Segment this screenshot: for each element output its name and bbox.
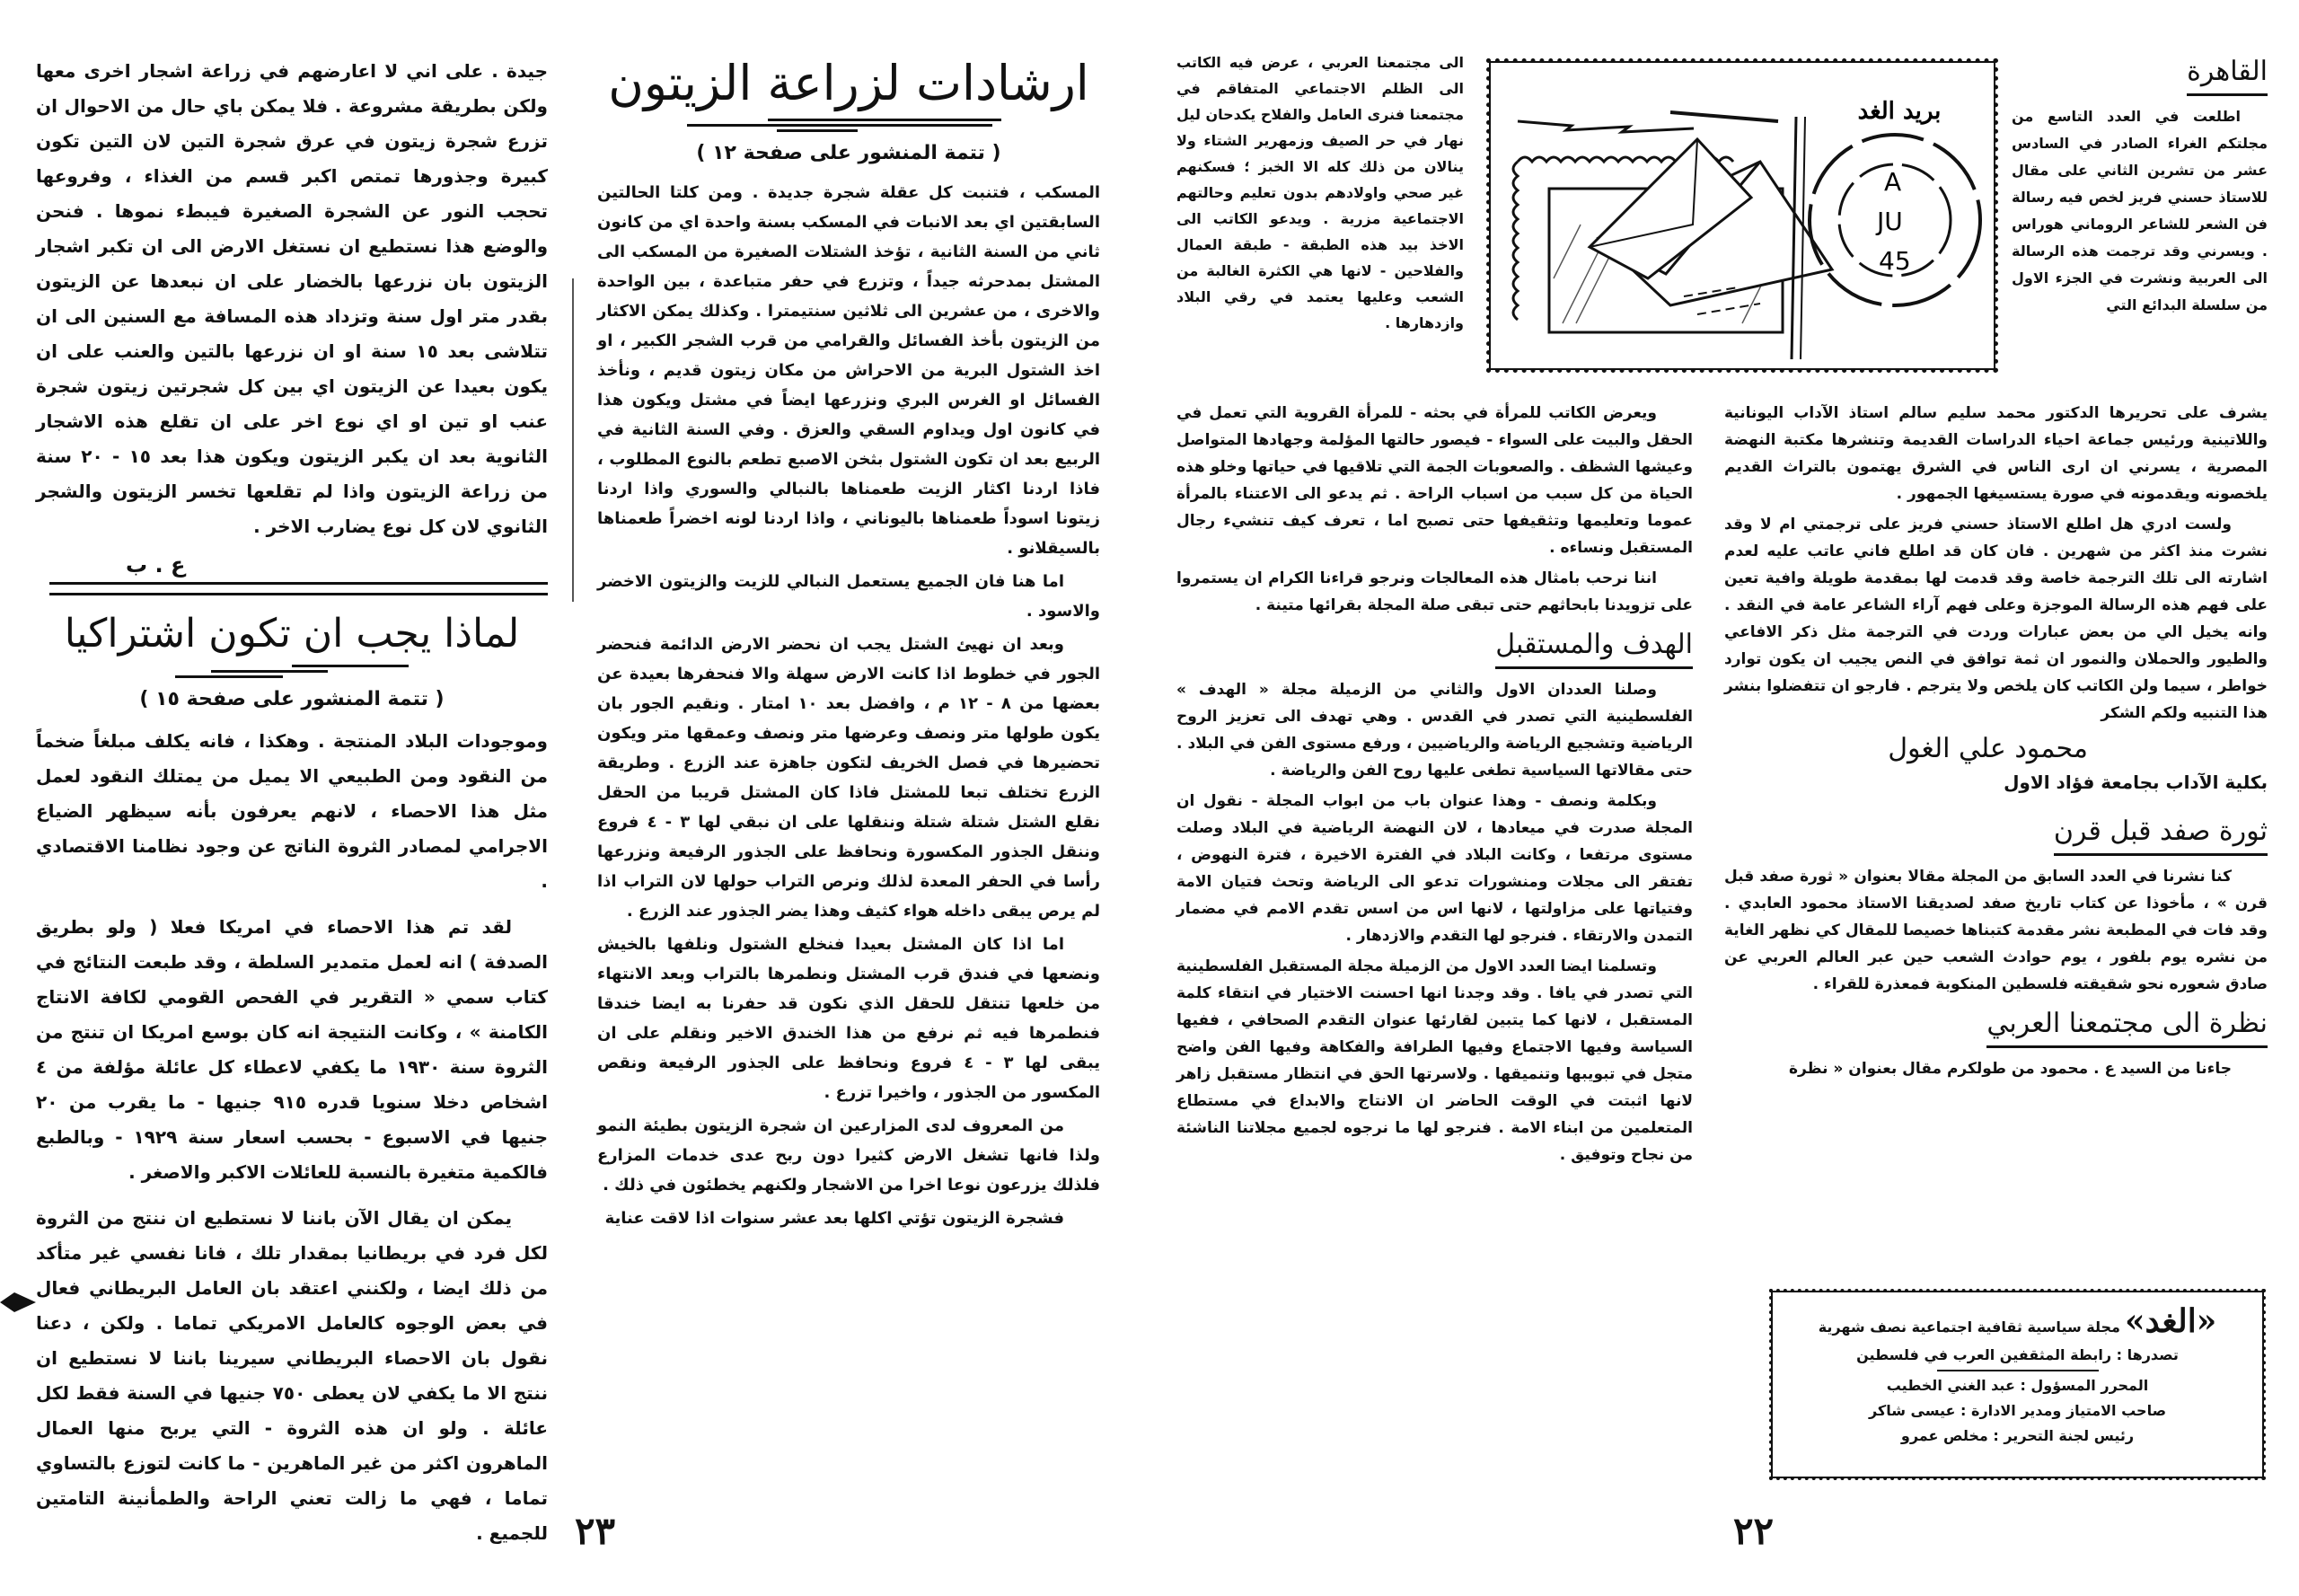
olive-continued-paragraph: جيدة . على اني لا اعارضهم في زراعة اشجار اخرى معها ولكن بطريقة مشروعة . فلا يمكن باي حال من الاحوال ان تزرع شجرة زيتون في عرق شجرة التين لان التين تكون كبيرة وجذورها تمتص اكبر قسم من الغذاء ، وفروعها تحجب النور عن الشجرة الصغيرة فيبطء نموها . فنحن والوضع هذا نستطيع ان نستغل الارض الى ان تكبر اشجار الزيتون بان نزرعها بالخضار على ان نبعدها عن الزيتون بقدر متر اول سنة وتزداد هذه المسافة مع السنين الى ان تتلاشى بعد ١٥ سنة او ان نزرعها بالتين والعنب على ان يكون بعيدا عن الزيتون اي بين كل شجرتين زيتون شجرة عنب او تين او اي نوع اخر على ان تقلع هذه الاشجار الثانوية بعد ان يكبر الزيتون ويكون هذا بعد ١٥ - ٢٠ سنة من زراعة الزيتون واذا لم تقلعها تخسر الزيتون والشجر الثانوي لان كل نوع يضارب الاخر . (36, 60, 548, 537)
socialist-title: لماذا يجب ان تكون اشتراكيا (64, 611, 520, 657)
safad-revolt-paragraph: كنا نشرنا في العدد السابق من المجلة مقالا بعنوان « ثورة صفد قبل قرن » ، مأخوذا عن كتاب تاريخ صفد لصديقنا الاستاذ محمود العابدي . وقد فات في المطبعة نشر مقدمة كتبناها خصيصا للمقال كي نظهر الغاية من نشره يوم بلفور ، يوم حوادث الشعب حين عبر العالم العربي عن صادق شعوره نحو شقيقته فلسطين المنكوبة فمعذرة للقراء . (1724, 868, 2268, 993)
olive-paragraph: من المعروف لدى المزارعين ان شجرة الزيتون بطيئة النمو ولذا فانها تشغل الارض كثيرا دون ربح عدى خدمات المزارع فلذلك يزرعون نوعا اخرا من الاشجار ولكنهم يخطئون في ذلك . (597, 1116, 1100, 1195)
column-cairo (2012, 49, 2268, 391)
goal-future-paragraph: وبكلمة ونصف - وهذا عنوان باب من ابواب المجلة - نقول ان المجلة صدرت في ميعادها ، لان النهضة الرياضية في البلاد وصلت مستوى مرتفعا ، وكانت البلاد في الفترة الاخيرة ، فترة النهوض ، تفتقر الى مجلات ومنشورات تدعو الى الرياضة وتحث فتيان الامة وفتياتها على مزاولتها ، لانها اس من اسس تقدم الامم في مضمار التمدن والارتقاء . فنرجو لها التقدم والازدهار . (1176, 792, 1693, 945)
cairo-title: القاهرة (2187, 53, 2268, 96)
postmark-letter: A (1884, 167, 1902, 197)
olive-paragraph: اما هنا فان الجميع يستعمل النبالي للزيت والزيتون الاخضر والاسود . (597, 572, 1100, 621)
section-divider (49, 582, 548, 595)
socialist-continued-note: ( تتمة المنشور على صفحة ١٥ ) (139, 688, 445, 710)
column-cairo-continued (1724, 400, 2268, 1275)
cairo-signature-name: محمود علي الغول (1888, 733, 2088, 764)
column-olive (597, 54, 1100, 1486)
masthead-publisher: تصدرها : رابطة المثقفين العرب في فلسطين (1856, 1346, 2179, 1363)
olive-paragraph: وبعد ان نهيئ الشتل يجب ان نحضر الارض الدائمة فنحضر الجور في خطوط اذا كانت الارض سهلة والا فنحفرها بعيدة عن بعضها من ٨ - ١٢ م ، وافضل بعد ١٠ امتار . ونقيم الجور بان يكون طولها متر ونصف وعرضها متر ونصف وعمقها متر ويكون تحضيرها في فصل الخريف لتكون جاهزة عند الزرع . وطريقة الزرع تختلف تبعا للمشتل فاذا كان المشتل قريبا من الحقل نقلع الشتل شتلة شتلة وننقلها على ان نبقي لها ٣ - ٤ فروع وننقل الجذور المكسورة ونحافظ على الجذور الرفيعة ونزرعها رأسا في الحفر المعدة لذلك ونرص التراب حولها لان التراب اذا لم يرص يبقى داخله هواء كثيف وهذا يضر الجذور عند الزرع . (597, 635, 1100, 921)
postmark-month: JU (1877, 207, 1903, 236)
masthead-owner: صاحب الامتياز ومدير الادارة : عيسى شاكر (1868, 1402, 2167, 1419)
stamp-illustration (1486, 58, 1998, 373)
page-number-left: ٢٣ (575, 1509, 616, 1553)
postmark-year: 45 (1879, 246, 1911, 276)
olive-paragraph: فشجرة الزيتون تؤتي اكلها بعد عشر سنوات اذا لاقت عناية (604, 1209, 1064, 1228)
goal-future-paragraph: وتسلمنا ايضا العدد الاول من الزميلة مجلة المستقبل الفلسطينية التي تصدر في يافا . وقد وجدنا انها احسنت الاختيار في انتقاء كلمة المستقبل ، لانها كما يتبين لقارئها عنوان التقدم الصحافي ، ففيها السياسة وفيها الاجتماع وفيها الطرافة والفكاهة وفيها الفن واضح متجل في تبويبها وتنميقها . ولاسرتها الحق في انتظار مستقبل زاهر لانها اثبتت في الوقت الحاضر ان الانتاج والابداع في مستطاع المتعلمين من ابناء الامة . فنرجو لها ما نرجوه لجميع مجلاتنا الناشئة من نجاح وتوفيق . (1176, 957, 1693, 1164)
olive-title: ارشادات لزراعة الزيتون (608, 55, 1089, 111)
cairo-signature-affiliation: بكلية الآداب بجامعة فؤاد الاول (2004, 772, 2268, 793)
arab-society-continued-paragraph: الى مجتمعنا العربي ، عرض فيه الكاتب الى الظلم الاجتماعي المتفاقم في مجتمعنا فنرى العامل والفلاح يكدحان ليل نهار في حر الصيف وزمهرير الشتاء ولا ينالان من ذلك كله الا الخبز ؛ فسكنهم غير صحي واولادهم بدون تعليم وحالتهم الاجتماعية مزرية . ويدعو الكاتب الى الاخذ بيد هذه الطبقة - طبقة العمال والفلاحين - لانها هي الكثرة الغالبة من الشعب وعليها يعتمد في رقي البلاد وازدهارها . (1176, 54, 1464, 331)
column-olive-continued (36, 54, 548, 578)
margin-diamond-marker (0, 1289, 36, 1316)
column-goal-future (1176, 400, 1693, 1491)
socialist-paragraph: يمكن ان يقال الآن باننا لا نستطيع ان ننتج من الثروة لكل فرد في بريطانيا بمقدار تلك ، فانا نفسي غير متأكد من ذلك ايضا ، ولكنني اعتقد بان العامل البريطاني فعال في بعض الوجوه كالعامل الامريكي تماما . ولكن ، دعنا نقول بان الاحصاء البريطاني سيرينا باننا لا نستطيع ان ننتج الا ما يكفي لان يعطى ٧٥٠ جنيها في السنة فقط لكل عائلة . ولو ان هذه الثروة - التي يربح منها العمال الماهرون اكثر من غير الماهرين - ما كانت لتوزع بالتساوي تماما ، فهي ما زالت تعني الراحة والطمأنينة التامتين للجميع . (36, 1207, 548, 1544)
cairo-paragraph: ولست ادري هل اطلع الاستاذ حسني فريز على ترجمتي ام لا وقد نشرت منذ اكثر من شهرين . فان كان قد اطلع فاني عاتب عليه لعدم اشارته الى تلك الترجمة خاصة وقد قدمت لها بمقدمة طويلة وافية تعين على فهم هذه الرسالة الموجزة وعلى فهم آراء الشاعر عامة في النقد . وانه يخيل الي من بعض عبارات وردت في الترجمة مثل ذكر الافاعي والطيور والحملان والنمور ان ثمة توافق في النص يجيب ان يكون توارد خواطر ، سيما ولن الكاتب كان يلخص ولا يترجم . فارجو ان تتفضلوا بنشر هذا التنبيه ولكم الشكر (1724, 516, 2268, 722)
olive-author-initials: ع . ب (126, 552, 186, 578)
masthead-name: «الغد» (2125, 1302, 2217, 1340)
column-socialist (36, 609, 549, 1544)
arab-society-continued-paragraph: ويعرض الكاتب للمرأة في بحثه - للمرأة القروية التي تعمل في الحقل والبيت على السواء - فيصور حالتها المؤلمة وجهادها المتواصل وعيشها الشظف . والصعوبات الجمة التي تلاقيها في حياتها وخلو هذه الحياة من كل سبب من اسباب الراحة . ثم يدعو الى الاعتناء بالمرأة عموما وتعليمها وتثقيفها حتى تصبح اما ، تعرف كيف تنشيء رجال المستقبل ونساءه . (1176, 404, 1693, 557)
goal-future-title: الهدف والمستقبل (1495, 626, 1693, 669)
socialist-paragraph: وموجودات البلاد المنتجة . وهكذا ، فانه يكلف مبلغاً ضخماً من النقود ومن الطبيعي الا يميل من يمتلك النقود لعمل مثل هذا الاحصاء ، لانهم يعرفون بأنه سيظهر الضياع الاجرامي لمصادر الثروة الناتج عن وجود نظامنا الاقتصادي . (36, 730, 548, 892)
page-right (1150, 0, 2299, 1596)
arab-society-title: نظرة الى مجتمعنا العربي (1986, 1005, 2268, 1048)
olive-paragraph: المسكب ، فتنبت كل عقلة شجرة جديدة . ومن كلتا الحالتين السابقتين اي بعد الانبات في المسكب بسنة واحدة اي من كانون ثاني من السنة الثانية ، تؤخذ الشتلات الصغيرة من المسكب الى المشتل بمدحرثه جيداً ، وتزرع في حفر متباعدة ، بين الواحدة والاخرى ، من عشرين الى ثلاثين سنتيمترا . وكذلك يمكن الاكثار من الزيتون بأخذ الفسائل والقرامي من قرب الشجر الكبير ، او اخذ الشتول البرية من الاحراش من مكان زيتون قديم ، ونأخذ الفسائل او الغرس البري ونزرعها ايضاً في مشتل ويكون هذا في كانون اول ويداوم السقي والعزق . وفي السنة الثانية في الربيع بعد ان تكون الشتول بثخن الاصبع تطعم بالنوع المطلوب ، فاذا اردنا اكثار الزيت طعمناها بالنبالي والسوري واذا اردنا زيتونا اسوداً طعمناها باليوناني ، واذا اردنا لونه اخضراً طعمناها بالسيقلانو . (597, 183, 1100, 558)
arab-society-paragraph: جاءنا من السيد ع . محمود من طولكرم مقال بعنوان « نظرة (1788, 1060, 2232, 1078)
masthead-chief: رئيس لجنة التحرير : مخلص عمرو (1900, 1427, 2135, 1444)
masthead-editor: المحرر المسؤول : عبد الغني الخطيب (1886, 1377, 2149, 1394)
olive-paragraph: اما اذا كان المشتل بعيدا فنخلع الشتول ونلفها بالخيش ونضعها في فندق قرب المشتل ونطمرها بالتراب وبعد الانتهاء من خلعها تنتقل للحقل الذي نكون قد حفرنا به ايضا خندقا فنطمرها فيه ثم نرفع من هذا الخندق الاخير ونقلم على ان يبقى لها ٣ - ٤ فروع ونحافظ على الجذور الرفيعة ونقص المكسور من الجذور ، واخيرا تزرع . (597, 935, 1100, 1102)
envelope-stamp-icon (1491, 63, 1994, 368)
goal-future-paragraph: وصلنا العددان الاول والثاني من الزميلة مجلة « الهدف » الفلسطينية التي تصدر في القدس . وهي تهدف الى تعزيز الروح الرياضية وتشجيع الرياضة والرياضيين ، ورفع مستوى الفن في البلاد . حتى مقالاتها السياسية تطغى عليها روح الفن والرياضة . (1176, 681, 1693, 780)
cairo-paragraph: اطلعت في العدد التاسع من مجلتكم الغراء الصادر في السادس عشر من تشرين الثاني على مقال للاستاذ حسني فريز لخص فيه رسالة فن الشعر للشاعر الروماني هوراس . ويسرني وقد ترجمت هذه الرسالة الى العربية ونشرت في الجزء الاول من سلسلة البدائع التي (2012, 108, 2268, 313)
socialist-paragraph: لقد تم هذا الاحصاء في امريكا فعلا ( ولو بطريق الصدفة ) انه لعمل متمدير السلطة ، وقد طبعت النتائج في كتاب سمي « التقرير في الفحص القومي لكافة الانتاج الكامنة » ، وكانت النتيجة انه كان بوسع امريكا ان تنتج من الثروة سنة ١٩٣٠ ما يكفي لاعطاء كل عائلة مؤلفة من ٤ اشخاص دخلا سنويا قدره ٩١٥ جنيها - ما يقرب من ٢٠ جنيها في الاسبوع - بحسب اسعار سنة ١٩٢٩ - وبالطبع فالكمية متغيرة بالنسبة للعائلات الاكبر والاصغر . (36, 916, 549, 1183)
cairo-paragraph: يشرف على تحريرها الدكتور محمد سليم سالم استاذ الآداب اليونانية واللاتينية ورئيس جماعة احياء الدراسات القديمة وتنشرها مكتبة النهضة المصرية ، يسرني ان ارى الناس في الشرق يهتمون بالتراث القديم يلخصونه ويقدمونه في صورة يستسيغها الجمهور . (1724, 404, 2268, 503)
masthead-box (1769, 1289, 2266, 1480)
title-ornament-rule (175, 661, 409, 681)
page-number-right: ٢٢ (1733, 1509, 1775, 1553)
safad-revolt-title: ثورة صفد قبل قرن (2054, 813, 2268, 856)
masthead-rule (1937, 1370, 2099, 1371)
arab-society-continued-paragraph: اننا نرحب بامثال هذه المعالجات ونرجو قراءنا الكرام ان يستمروا على تزويدنا بابحاثهم حتى تبقى صلة المجلة بقرائها متينة . (1176, 569, 1693, 614)
column-arab-society-continued (1176, 49, 1464, 391)
masthead-description: مجلة سياسية ثقافية اجتماعية نصف شهرية (1818, 1318, 2120, 1336)
olive-continued-note: ( تتمة المنشور على صفحة ١٢ ) (696, 142, 1001, 164)
title-ornament-rule (660, 115, 1037, 135)
column-rule (572, 278, 574, 602)
postmark-text: بريد الغد (1857, 98, 1942, 125)
